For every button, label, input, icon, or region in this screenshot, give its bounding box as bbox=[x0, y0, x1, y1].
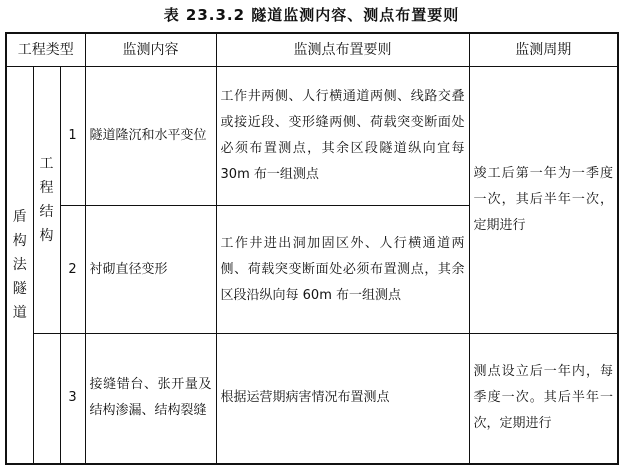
table-caption: 表 23.3.2 隧道监测内容、测点布置要则 bbox=[163, 6, 460, 24]
row-index: 3 bbox=[60, 334, 85, 464]
header-type: 工程类型 bbox=[6, 33, 85, 67]
empty-cell bbox=[33, 334, 60, 464]
row-index: 2 bbox=[60, 206, 85, 334]
row-rule: 工作井进出洞加固区外、人行横通道两侧、荷载突变断面处必须布置测点，其余区段沿纵向每 60m 布一组测点 bbox=[216, 206, 469, 334]
header-content: 监测内容 bbox=[85, 33, 216, 67]
group-shield-tunnel bbox=[6, 67, 33, 464]
row-content: 接缝错台、张开量及结构渗漏、结构裂缝 bbox=[85, 334, 216, 464]
row-content: 隧道隆沉和水平变位 bbox=[85, 67, 216, 206]
group-engineering-structure bbox=[33, 67, 60, 334]
row-rule: 根据运营期病害情况布置测点 bbox=[216, 334, 469, 464]
monitoring-table bbox=[5, 32, 619, 465]
group-engineering-structure-label: 工 程 结 构 bbox=[39, 156, 54, 244]
table-row bbox=[6, 67, 618, 206]
row-rule: 工作井两侧、人行横通道两侧、线路交叠或接近段、变形缝两侧、荷载突变断面处必须布置测点，其余区段隧道纵向宜每 30m 布一组测点 bbox=[216, 67, 469, 206]
table-row bbox=[6, 334, 618, 464]
header-rule: 监测点布置要则 bbox=[216, 33, 469, 67]
row-period: 测点设立后一年内，每季度一次。其后半年一次，定期进行 bbox=[469, 334, 618, 464]
row-index: 1 bbox=[60, 67, 85, 206]
header-period: 监测周期 bbox=[469, 33, 618, 67]
header-row bbox=[6, 33, 618, 67]
row-period-shared: 竣工后第一年为一季度一次，其后半年一次，定期进行 bbox=[469, 67, 618, 334]
row-content: 衬砌直径变形 bbox=[85, 206, 216, 334]
group-shield-tunnel-label: 盾 构 法 隧 道 bbox=[12, 208, 27, 321]
